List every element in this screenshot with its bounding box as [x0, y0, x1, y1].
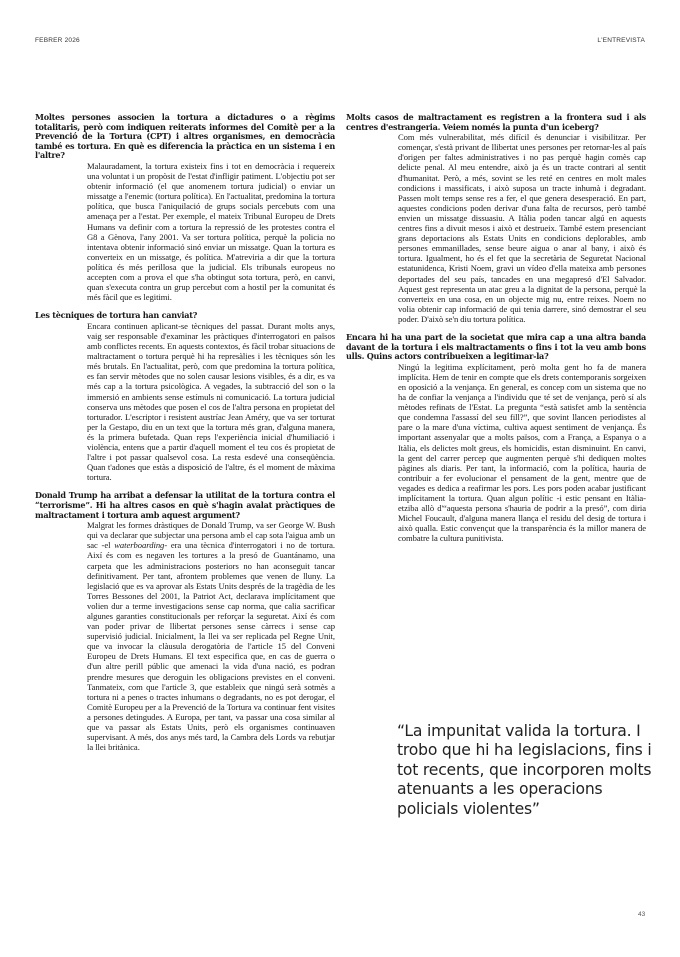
qa-block	[346, 333, 646, 543]
interview-answer: Ningú la legitima explícitament, però molta gent ho fa de manera implícita. Hem de tenir en compte que els drets contemporanis sorgeixen en oposició a la venjança. En general, es concep com un sistema que no ha de confiar la venjança a l'individu que té set de venjança, però sí als mètodes refinats de l'Estat. La pregunta “està satisfet amb la sentència que condemna l'assassí del seu fill?”, que sovint llancen periodistes al pare o la mare d'una víctima, cultiva aquest sentiment de venjança. És important assenyalar que a molts països, com a França, a Espanya o a Itàlia, els delictes molt greus, els homicidis, estan disminuint. En canvi, la gent del carrer percep que augmenten perquè s'hi dediquen moltes pàgines als diaris. Per tant, la informació, com la política, hauria de contribuir a fer evolucionar el pensament de la gent, mentre que de vegades es dedica a reafirmar les pors. Les pors poden acabar justificant implícitament la tortura. Quan algun polític -i estic pensant en Itàlia- etziba allò d'“aquesta persona s'hauria de podrir a la presó”, com diria Michel Foucault, d'alguna manera llança el residu del desig de tortura i això qualla. Estic convençut que la transparència és la millor manera de combatre la cultura punitivista.	[398, 361, 646, 544]
interview-question: Molts casos de maltractament es registren a la frontera sud i als centres d'estrangeria. Veiem només la punta d'un iceberg?	[346, 112, 646, 132]
interview-answer: Encara continuen aplicant-se tècniques del passat. Durant molts anys, vaig ser responsable d'examinar les pràctiques d'interrogatori en països amb conflictes recents. En aquests contextos, és fàcil trobar situacions de maltractament o tortura perquè hi ha represàlies i les tècniques són les més brutals. En l'actualitat, però, com que predomina la tortura política, es fan servir mètodes que no solen causar lesions visibles, és a dir, es va més cap a la tortura psicològica. A vegades, la subtracció del son o la immersió en ambients sense estímuls ni comunicació. La tortura judicial conserva uns mètodes que posen el cos de l'altra persona en propietat del torturador. L'escriptor i resistent austríac Jean Améry, que va ser torturat per la Gestapo, diu en un text que la tortura més gran, d'alguna manera, és la primera bufetada. Quan reps l'experiència inicial d'humiliació i violència, entens que a partir d'aquell moment el teu cos és propietat de l'altre i pot passar qualsevol cosa. La resta esdevé una conseqüència. Quan t'adones que estàs a disposició de l'altre, és el moment de màxima tortura.	[87, 320, 335, 483]
answer-emphasis: waterboarding	[114, 540, 165, 551]
answer-text: Malgrat les formes dràstiques de Donald Trump, va ser George W. Bush qui va declarar que subjectar una persona amb el cap sota l'aigua amb un sac -el	[87, 520, 335, 551]
answer-text: - era una tècnica d'interrogatori i no de tortura. Així és com es negaven les tortures a la presó de Guantánamo, una carpeta que les administracions posteriors no han aconseguit tancar definitivament. Per tant, afrontem problemes que venen de lluny. La legislació que es va aprovar als Estats Units després de la tragèdia de les Torres Bessones del 2001, la Patriot Act, declarava implícitament que volien dur a terme investigacions sense cap norma, que calia sacrificar algunes garanties constitucionals per reforçar la seguretat. Així és com van poder privar de llibertat persones sense càrrecs i sense cap supervisió judicial. Inicialment, la llei va ser replicada pel Regne Unit, que va invocar la clàusula derogatòria de l'article 15 del Conveni Europeu de Drets Humans. El text especifica que, en cas de guerra o d'un altre perill públic que amenaci la vida d'una nació, es podran prendre mesures que deroguin les obligacions previstes en el conveni. Tanmateix, com que l'article 3, que estableix que ningú serà sotmès a tortura ni a penes o tractes inhumans o degradants, no es pot derogar, el Comitè Europeu per a la Prevenció de la Tortura va continuar fent visites a persones detingudes. A Europa, per tant, va passar una cosa similar al que va passar als Estats Units, però els organismes continuaven supervisant. A més, dos anys més tard, la Cambra dels Lords va rebutjar la llei britànica.	[87, 540, 335, 753]
interview-answer: Malauradament, la tortura existeix fins i tot en democràcia i requereix una voluntat i un propòsit de l'estat d'infligir patiment. L'objectiu pot ser obtenir informació (el que anomenem tortura judicial) o enviar un missatge a l'enemic (tortura política). En l'actualitat, predomina la tortura política, que busca l'aniquilació de grups socials percebuts com una amenaça per a l'estat. Per exemple, el mateix Tribunal Europeu de Drets Humans va definir com a tortura la repressió de les protestes contra el G8 a Gènova, l'any 2001. Va ser tortura política, perquè la policia no intentava obtenir informació sinó enviar un missatge. Quan la tortura es converteix en un missatge, és política. M'atreviria a dir que la tortura política és més perillosa que la judicial. Els tribunals europeus no accepten com a prova el que s'ha obtingut sota tortura, però, en canvi, quan s'executa contra un grup percebut com a hostil per la comunitat és més fàcil que es legitimi.	[87, 160, 335, 303]
page-number: 43	[638, 911, 646, 918]
article-column-right	[346, 113, 646, 552]
interview-answer: Com més vulnerabilitat, més difícil és denunciar i visibilitzar. Per començar, s'està privant de llibertat unes persones per retornar-les al país d'origen per faltes administratives i no pas perquè hagin comès cap delicte penal. Al meu entendre, això ja és un tracte contrari al sentit d'humanitat. Però, a més, sovint se les reté en centres en molt males condicions i massificats, i això suposa un tracte inhumà i degradant. Passen molt temps sense res a fer, el que genera desesperació. En part, aquestes condicions poden derivar d'una falta de recursos, però també envien un missatge dissuasiu. A Itàlia poden tancar algú en aquests centres fins a divuit mesos i això et destrueix. També estem presenciant grans deportacions als Estats Units en condicions deplorables, amb persones emmanillades, sense beure aigua o anar al bany, i això és tortura. Igualment, ho és el fet que la secretària de Seguretat Nacional estatunidenca, Kristi Noem, gravi un vídeo d'ella mateixa amb persones deportades del seu país, tancades en una megapresó d'El Salvador. Aquest gest representa un atac greu a la dignitat de la persona, perquè la converteix en una cosa, en un objecte mig nu, entre reixes. Noem no volia obtenir cap informació de qui tenia darrere, sinó demostrar el seu poder. D'això se'n diu tortura política.	[398, 132, 646, 324]
qa-block	[35, 113, 335, 302]
running-header-date: FEBRER 2026	[35, 37, 80, 44]
qa-block	[35, 491, 335, 752]
running-header-section: L'ENTREVISTA	[597, 37, 645, 44]
interview-question: Les tècniques de tortura han canviat?	[35, 310, 198, 321]
interview-answer	[87, 520, 335, 752]
article-column-left	[35, 113, 335, 761]
interview-question: Encara hi ha una part de la societat que mira cap a una altra banda davant de la tortura i els maltractaments o fins i tot la veu amb bons ulls. Quins actors contribueixen a legitimar-la?	[346, 331, 646, 362]
qa-block	[346, 113, 646, 324]
interview-question: Moltes persones associen la tortura a dictadures o a règims totalitaris, però com indiquen reiterats informes del Comitè per a la Prevenció de la Tortura (CPT) i altres organismes, en democràcia també es tortura. En què es diferencia la pràctica en un sistema i en l'altre?	[35, 112, 335, 161]
pull-quote: “La impunitat valida la tortura. I trobo que hi ha legislacions, fins i tot recents, que incorporen molts atenuants a les operacions policials violentes”	[397, 722, 652, 818]
qa-block	[35, 311, 335, 482]
interview-question: Donald Trump ha arribat a defensar la utilitat de la tortura contra el “terrorisme”. Hi ha altres casos en què s'hagin avalat pràctiques de maltractament i tortura amb aquest argument?	[35, 490, 335, 520]
